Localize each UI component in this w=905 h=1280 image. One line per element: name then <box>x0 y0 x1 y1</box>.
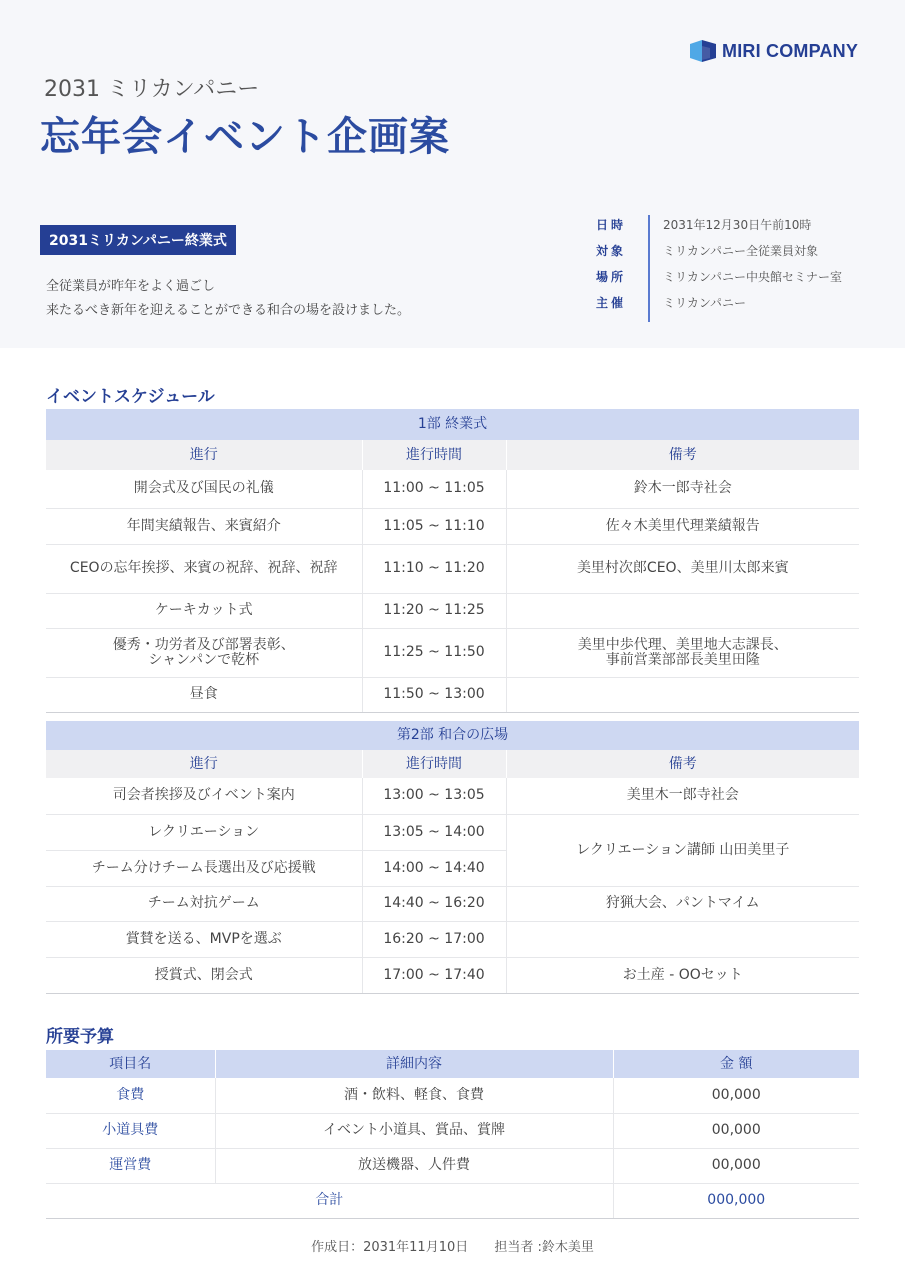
table-row <box>46 921 859 957</box>
cell-progress: 賞賛を送る、MVPを選ぶ <box>46 921 362 957</box>
cell-time: 11:00 ~ 11:05 <box>362 470 506 508</box>
schedule-title: イベントスケジュール <box>46 387 215 407</box>
column-header-note: 備考 <box>506 440 859 470</box>
column-header-amount: 金 額 <box>613 1050 859 1078</box>
info-label: 主催 <box>596 296 627 310</box>
cell-progress: チーム対抗ゲーム <box>46 886 362 921</box>
budget-table <box>46 1050 859 1219</box>
table-row <box>46 1113 859 1148</box>
table-row <box>46 677 859 712</box>
owner-name: 担当者 :鈴木美里 <box>494 1240 594 1255</box>
column-header-time: 進行時間 <box>362 750 506 778</box>
cell-time: 11:50 ~ 13:00 <box>362 677 506 712</box>
logo-text: MIRI COMPANY <box>722 40 859 61</box>
table-row <box>46 778 859 814</box>
table-row <box>46 957 859 993</box>
description-line: 来たるべき新年を迎えることができる和合の場を設けました。 <box>46 303 411 318</box>
cell-note: レクリエーション講師 山田美里子 <box>506 814 859 886</box>
cell-progress: 授賞式、閉会式 <box>46 957 362 993</box>
table-row <box>46 628 859 677</box>
cell-note: 鈴木一郎寺社会 <box>506 470 859 508</box>
cell-time: 11:05 ~ 11:10 <box>362 508 506 544</box>
cell-amount: 00,000 <box>613 1148 859 1183</box>
info-value: ミリカンパニー中央館セミナー室 <box>663 270 843 284</box>
cell-detail: 酒・飲料、軽食、食費 <box>215 1078 613 1113</box>
cell-progress-line: 優秀・功労者及び部署表彰、 <box>112 636 295 653</box>
cell-amount: 00,000 <box>613 1078 859 1113</box>
budget-title: 所要予算 <box>46 1027 114 1047</box>
cell-note <box>506 628 859 677</box>
cell-progress: ケーキカット式 <box>46 593 362 628</box>
cell-progress: 開会式及び国民の礼儀 <box>46 470 362 508</box>
cell-time: 14:00 ~ 14:40 <box>362 850 506 886</box>
cell-progress: 昼食 <box>46 677 362 712</box>
info-value: 2031年12月30日午前10時 <box>663 218 812 232</box>
schedule-part2-table <box>46 721 859 994</box>
table-row <box>46 470 859 508</box>
cell-item: 小道具費 <box>46 1113 215 1148</box>
cell-time: 11:20 ~ 11:25 <box>362 593 506 628</box>
cell-progress: チーム分けチーム長選出及び応援戦 <box>46 850 362 886</box>
cell-note: 美里村次郎CEO、美里川太郎来賓 <box>506 544 859 593</box>
column-header-progress: 進行 <box>46 750 362 778</box>
schedule-part1-table <box>46 409 859 713</box>
info-label: 対象 <box>596 244 627 258</box>
cell-progress: CEOの忘年挨拶、来賓の祝辞、祝辞、祝辞 <box>46 544 362 593</box>
cell-time: 16:20 ~ 17:00 <box>362 921 506 957</box>
table-row <box>46 593 859 628</box>
description-line: 全従業員が昨年をよく過ごし <box>46 279 216 294</box>
info-value: ミリカンパニー <box>663 296 747 310</box>
cell-time: 11:10 ~ 11:20 <box>362 544 506 593</box>
cell-progress: 年間実績報告、来賓紹介 <box>46 508 362 544</box>
cell-amount: 00,000 <box>613 1113 859 1148</box>
cube-logo-icon <box>688 38 718 64</box>
cell-detail: イベント小道具、賞品、賞牌 <box>215 1113 613 1148</box>
company-logo <box>688 38 858 64</box>
table-row <box>46 508 859 544</box>
info-row-place <box>596 268 876 288</box>
footer <box>0 1236 905 1255</box>
table-row <box>46 814 859 850</box>
column-header-detail: 詳細内容 <box>215 1050 613 1078</box>
table-row <box>46 1078 859 1113</box>
total-label: 合計 <box>46 1183 613 1218</box>
cell-note-line: 事前営業部部長美里田隆 <box>605 651 760 668</box>
column-header-item: 項目名 <box>46 1050 215 1078</box>
cell-time: 13:00 ~ 13:05 <box>362 778 506 814</box>
part1-caption: 1部 終業式 <box>46 409 859 440</box>
table-row <box>46 886 859 921</box>
cell-note <box>506 593 859 628</box>
info-row-target <box>596 242 876 262</box>
cell-note-line: 美里中歩代理、美里地大志課長、 <box>577 636 788 653</box>
column-header-note: 備考 <box>506 750 859 778</box>
total-row <box>46 1183 859 1218</box>
cell-time: 14:40 ~ 16:20 <box>362 886 506 921</box>
event-badge: 2031ミリカンパニー終業式 <box>40 225 236 255</box>
info-row-date <box>596 216 876 236</box>
cell-note: 狩猟大会、パントマイム <box>506 886 859 921</box>
cell-note <box>506 921 859 957</box>
cell-item: 食費 <box>46 1078 215 1113</box>
cell-time: 13:05 ~ 14:00 <box>362 814 506 850</box>
cell-progress: 司会者挨拶及びイベント案内 <box>46 778 362 814</box>
page-subtitle: 2031 ミリカンパニー <box>44 77 260 102</box>
cell-note: 佐々木美里代理業績報告 <box>506 508 859 544</box>
page-title: 忘年会イベント企画案 <box>40 114 450 160</box>
total-amount: 000,000 <box>613 1183 859 1218</box>
table-row <box>46 544 859 593</box>
event-description <box>46 275 410 323</box>
created-date: 作成日：2031年11月10日 <box>311 1240 469 1255</box>
cell-progress-line: シャンパンで乾杯 <box>148 651 260 668</box>
info-label: 場所 <box>596 270 627 284</box>
part2-caption: 第2部 和合の広場 <box>46 721 859 750</box>
cell-note: 美里木一郎寺社会 <box>506 778 859 814</box>
cell-note <box>506 677 859 712</box>
table-row <box>46 1148 859 1183</box>
info-value: ミリカンパニー全従業員対象 <box>663 244 819 258</box>
column-header-progress: 進行 <box>46 440 362 470</box>
column-header-time: 進行時間 <box>362 440 506 470</box>
cell-item: 運営費 <box>46 1148 215 1183</box>
info-row-host <box>596 294 876 314</box>
cell-time: 11:25 ~ 11:50 <box>362 628 506 677</box>
cell-note: お土産 - OOセット <box>506 957 859 993</box>
cell-progress <box>46 628 362 677</box>
cell-detail: 放送機器、人件費 <box>215 1148 613 1183</box>
info-label: 日時 <box>596 218 627 232</box>
cell-time: 17:00 ~ 17:40 <box>362 957 506 993</box>
cell-progress: レクリエーション <box>46 814 362 850</box>
